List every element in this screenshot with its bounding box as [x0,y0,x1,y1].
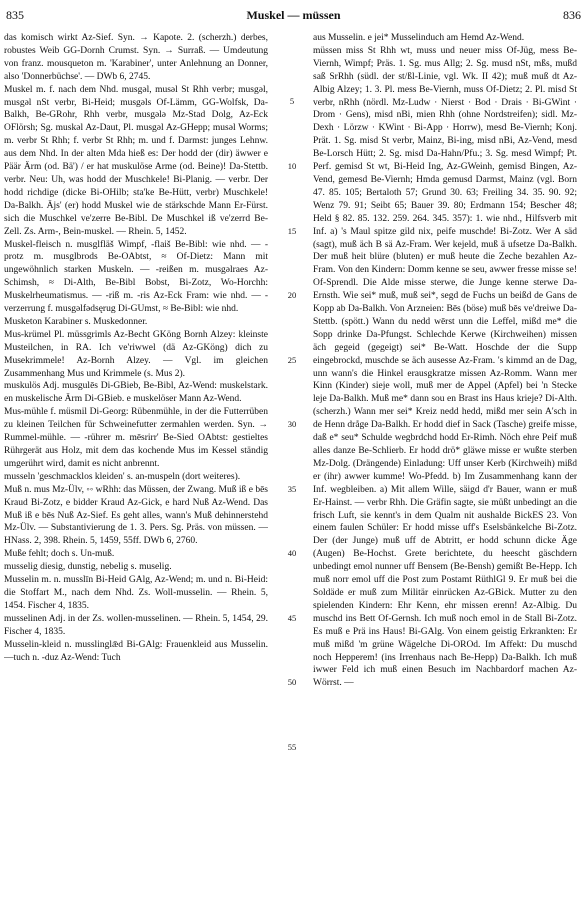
right-column [313,32,577,902]
line-number: 45 [287,613,297,623]
line-number: 55 [287,742,297,752]
line-number-gutter [283,32,301,902]
entry-paragraph: Muß n. mus Mz-Ülv, ◦◦ wRhh: das Müssen, der Zwang. Muß iß e bēs Kraud Bi-Zotz, e bidder Kraud Az-Gick, e hard Nuß Az-Wend. Das Muß iß e bēs Nuß Az-Sief. Es geht alles, wann's Muß dehinnerstehd Mz-Ülv. — Substantivierung de 1. 3. Pers. Sg. Präs. von müssen. — HNass. 2, 398. Rhein. 5, 1459, 55ff. DWb 6, 2760. [4,484,268,547]
entry-paragraph: Musselin-kleid n. musslinglǣd Bi-GAlg: Frauenkleid aus Musselin. —tuch n. -duz Az-Wend: Tuch [4,639,268,663]
entry-paragraph: müssen miss St Rhh wt, muss und neuer miss Of-Jüg, mess Be-Viernh, Wimpf; Präs. 1. Sg. mus Allg; 2. Sg. musd nSt, mßs, mußd saß SrRhh (südl. der st/ßl-Linie, vgl. Wk. II 42); muß muß dt Az-Albig Alzey; 1. 3. Pl. mess Be-Viernh, muss Of-Dietz; 2. Pl. misd St verbr, nRhh (nördl. Mz-Ludw · Nierst · Bod · Drais · Bi-GWint · Drom · Gens), misd nBi, mien Rhh (ohne Nordstreifen); sidl. Mz-Dexh · Lörzw · KWint · Bi-App · Horrw), mesd Be-Viernh; Konj. Prät. 1. Sg. misd St verbr, Mainz, Bi-ing, misd nBi, Az-Vend, mesd Be-Lorsch Hütt; 2. Sg. misd Da-Hahn/Pfu.; 3. Sg. mesd Wimpf; Pt. Perf. gemisd St wt, Bi-Heid Ing, Az-GWeinh, gemisd Bingen, Az-Vend, gemesd Be-Viernh; Hmda gemusd Darmst, Mainz (vgl. Born 47. 85. 105; Bertaloth 57; Grund 30. 63; Freiling 34. 35. 90. 92; Wenz 79. 91; Seibt 65; Bauer 39. 80; Erdmann 154; Bescher 48; Held § 82. 85. 132. 259. 264. 345. 357): 1. wie nhd., Hilfsverb mit Inf. a) 's Maul spitze gild nix, peife muschde! Bi-Zotz. Wer A säd (sagt), muß äch B sä Az-Fram. Wer kejeld, muß ä ufsetze Da-Balkh. Der muß heit blüre (bluten) er muß heute die Zeche bezahlen Az-Fram. Von den Kindern: Domm kenne se seu, awwer fresse misse se! Of-Sprendl. Die Alde misse sterwe, die Junge kenne sterwe Da-Ernsth. Wie sei* muß, muß sei*, segd de Fuchs un beißd de Gans de Kopp ab Da-Balkh. Von Arzneien: Bēs (böse) muß bēs ve'dreiwe Da-Stettb. (spött.) Wann du nedd wērst unn die Leffel, mißd me* die Sopp drinke Da-Pfungst. Schlechde Kerwe (Kirchweihen) missen äch gegeid (gegeigt) sei* Be-Watt. Hoschde der die Supp eingebrockd, muschde se äch ausesse Az-Fram. 's kimmd an de Dag, unn wann's die Hinkel erausgkratze missen Az-Romm. Wann mer Kinn (Kinder) sieje woll, muß mer de Appel (Apfel) bei 'n Stecke leje Da-Balkh. Muß me* dann sou en Brast ins Haus krieje? Di-Alth. (scherzh.) Wann mer sei* Kreiz nedd hedd, mißd mer sein A'sch in de Henn dråge Da-Balkh. Er hodd dief in Sack (Tasche) greife misse, daß e* seu* Schulde wegbrdchd hodd Er-Rimh. Nöch ehre Peif muß alles danze Be-Schlierb. Er hodd drö* gläwe misse er wußte sterben Mz-Dolg. (Drängende) Einladung: Uff unser Kerb (Kirchweih) mißd er (ihr) awwer kumme! Wo-Pfedd. b) Im Zusammenhang kann der Inf. wegbleiben. a) Mit allem Wille, säigd d'r Bauer, wann er muß Er-Hainst. — verbr Rhh. Die Gräfin sagte, sie müßt unbedingt an die frisch Luft, sie kennt's in dem Qualm nit aushalde BickES 23. Von einem faulen Schüler: Er hodd misse uff's Eselsbänkelche Bi-Zotz. Der (der Junge) muß uff de Abtritt, er hodd schunn dicke Äge (Augen) Be-Hochst. Grete berichtete, du heescht gäschdern unbedingt emol nunner uff Bensem (Be-Bensh) gemißt Be-Hepp. Ich muß norr emol uff die Post zum Postamt RüthlGl 9. Er muß bei die Soldäde er muß zum Militär einrücken Az-GBick. Mutter zu den spielenden Kindern: Ehr Kenn, ehr missen erenn! Az-Albig. Du muschd ins Bett Of-Gernsh. Ich muß noch emol in de Stall Bi-Zotz. Es muß e Prä ins Haus! Bi-GAlg. Von einem geistig Erkrankten: Er muß mißd 'm grüne Wägelche Di-OROd. Im Affekt: Du muschd noch Hepperem! (ins Irrenhaus nach Be-Hepp) Da-Balkh. Ich muß iwwer Feld ich muß einen Besuch im Nachbardorf machen Az-Wörrst. — [313,45,577,689]
entry-paragraph: das komisch wirkt Az-Sief. Syn. → Kapote. 2. (scherzh.) derbes, robustes Weib GG-Dornh Crumst. Syn. → Surraß. — Umdeutung von franz. mousqueton m. 'Karabiner', unter Anlehnung an Donner, also 'Donnerbüchse'. — DWb 6, 2745. [4,33,268,82]
line-number: 10 [287,161,297,171]
running-title: Muskel — müssen [246,8,341,22]
entry-paragraph: Mus-mühle f. müsmil Di-Georg: Rübenmühle, in der die Futterrüben zu kleinen Teilchen für Schweinefutter zermahlen werden. Syn. → Rummel-mühle. — -rührer m. mēsrirr' Be-Sied OAbtst: gestieltes Rührgerät aus Holz, mit dem das kochende Mus im Kessel ständig umgerührt wird, damit es nicht anbrennt. [4,407,268,469]
entry-paragraph: musseln 'geschmacklos kleiden' s. an-muspeln (dort weiteres). [4,471,241,482]
line-number: 35 [287,484,297,494]
entry-paragraph: Mus-krümel Pl. müssgrimls Az-Becht GKöng Bornh Alzey: kleinste Musteilchen, in RA. Ich ve'riwwel (dä Az-GKöng) dich zu Musekrimmele! Az-Bornh Alzey. — Vgl. im gleichen Zusammenhang Mus und Krimmele (s. Mus 2). [4,329,268,379]
line-number: 15 [287,226,297,236]
page-number-left: 835 [6,8,24,22]
line-number: 5 [289,96,295,106]
line-number: 30 [287,419,297,429]
entry-paragraph: Musketon Karabiner s. Muskedonner. [4,316,148,327]
entry-paragraph: muskulös Adj. musgulēs Di-GBieb, Be-Bibl, Az-Wend: muskelstark. en muskelische Ärm Di-GBieb. e muskelöser Mann Az-Wend. [4,381,268,405]
line-number: 50 [287,677,297,687]
entry-paragraph: Musselin m. n. musslīn Bi-Heid GAlg, Az-Wend; m. und n. Bi-Heid: die Stoffart M., nach dem Nhd. Zs. Woll-musselin. — Rhein. 5, 1454. Fischer 4, 1835. [4,575,268,611]
entry-paragraph: musselinen Adj. in der Zs. wollen-musselinen. — Rhein. 5, 1454, 29. Fischer 4, 1835. [4,613,268,637]
entry-paragraph: musselig diesig, dunstig, nebelig s. muselig. [4,562,172,573]
entry-paragraph: aus Musselin. e jei* Musselinduch am Hemd Az-Wend. [313,33,525,43]
line-number: 40 [287,548,297,558]
entry-paragraph: Muskel-fleisch n. musglfläš Wimpf, -flaiš Be-Bibl: wie nhd. — -protz m. musglbrods Be-OAbtst, ≈ Of-Dietz: Mann mit ungewöhnlich starken Muskeln. — -reißen m. musgǝlraes Az-Schimsh, ≈ Di-Alth, Be-Bibl Bobst, Bi-Zotz, Wo-Horchh: Muskelrheumatismus. — -riß m. -ris Az-Eck Fram: wie nhd. — -verzerrung f. musgǝlfǝdsęrug Di-GUmst, ≈ Be-Bibl: wie nhd. [4,239,268,315]
page-header [6,8,581,28]
entry-paragraph: Muskel m. f. nach dem Nhd. musgǝl, musǝl St Rhh verbr; musgǝl, musgǝl nSt verbr, Bi-Heid; musgǝls Of-Lämm, GG-Wolfsk, Da-Balkh, Be-GRohr, Rhh verbr, musgǝlǝ Mz-Stad Dolg, Az-Eck OFlörsh; Sg. muskǝl Az-Daut, Pl. musgǝl Az-GHepp; musǝl Worms; m. verbr St Rhh; f. verbr St Rhh; m. und f. Darmst: junges Lehnw. aus dem Nhd. In der alten Mda hieß es: Der hodd der (dir) äwwer e Päär Ärm (od. Bä') / er hat muskulöse Arme (od. Beine)! Da-Stettb. verbr. Neu: Uh, was hodd der Muschkele! Bi-Planig. — verbr. Der hodd richdige (dicke Bi-OHilb; sta'ke Be-Hütt, verbr) Muschkele! Da-Balkh. Äjs' (er) hodd Muskel wie de stärkschde Mann Er-Fürst. sich die Muschkel ve'zerre Be-Bibl. De Muschkel iß ve'zerrd Be-Zell. Zs. Arm-, Bein-muskel. — Rhein. 5, 1452. [4,84,268,237]
entry-paragraph: Muße fehlt; doch s. Un-muß. [4,549,115,560]
line-number: 20 [287,290,297,300]
line-number: 25 [287,355,297,365]
page-number-right: 836 [563,8,581,22]
left-column [4,32,268,902]
